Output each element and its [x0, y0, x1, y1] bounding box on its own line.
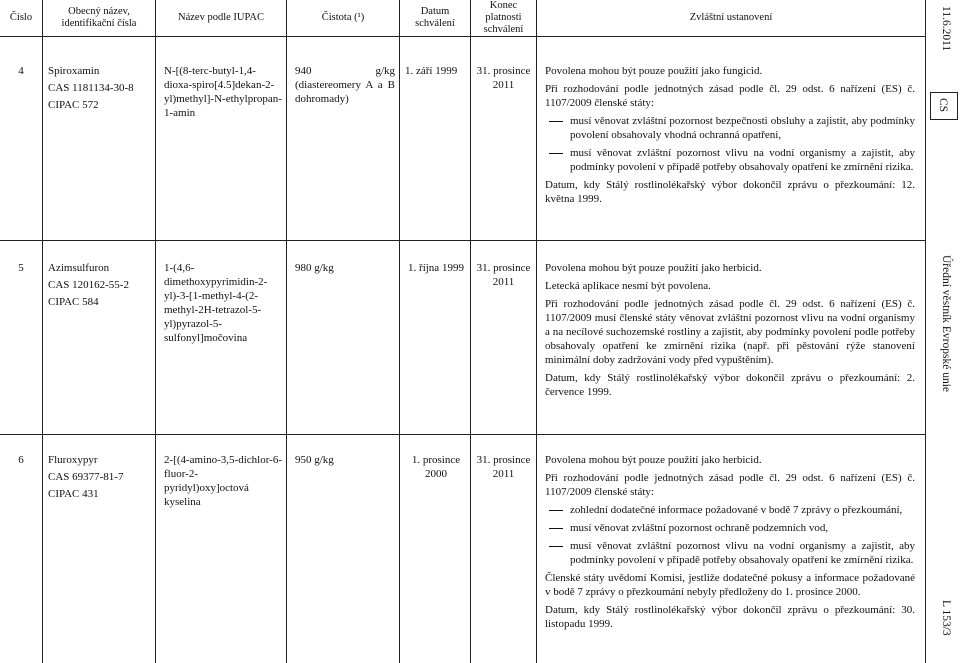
provision-paragraph: Členské státy uvědomí Komisi, jestliže dodatečné pokusy a informace požadované v bodě 7 zprávy o přezkoumání nebyly předloženy do 1. prosince 2000.	[545, 572, 915, 598]
provision-bullet: musí věnovat zvláštní pozornost vlivu na vodní organismy a zajistit, aby podmínky povolení v případě potřeby obsahovaly opatření ke zmírnění rizika.	[545, 146, 915, 174]
provision-bullet: zohlední dodatečné informace požadované v bodě 7 zprávy o přezkoumání,	[545, 503, 915, 517]
provisions-cell	[545, 261, 915, 403]
table-header	[0, 0, 925, 37]
provision-paragraph: Datum, kdy Stálý rostlinolékařský výbor dokončil zprávu o přezkoumání: 2. července 1999.	[545, 372, 915, 398]
row-separator	[0, 240, 925, 241]
purity-value: 950 g/kg	[295, 454, 334, 466]
column-divider	[286, 0, 287, 663]
page-reference: L 153/3	[940, 600, 952, 636]
common-name-cell	[48, 453, 152, 501]
header-iupac: Název podle IUPAC	[178, 12, 264, 23]
provision-paragraph: Datum, kdy Stálý rostlinolékařský výbor dokončil zprávu o přezkoumání: 30. listopadu 1999.	[545, 604, 915, 630]
dash-icon	[549, 510, 563, 511]
header-number: Číslo	[9, 12, 33, 23]
header-purity: Čistota (¹)	[321, 12, 365, 23]
provision-bullet: musí věnovat zvláštní pozornost ochraně podzemních vod,	[545, 521, 915, 535]
cipac-number: CIPAC 584	[48, 296, 99, 308]
substance-name: Spiroxamin	[48, 65, 100, 77]
dash-icon	[549, 121, 563, 122]
language-badge	[930, 92, 958, 120]
approval-date: 1. prosince 2000	[411, 454, 461, 480]
row-number: 6	[18, 454, 24, 466]
header-expiry: Konec platnosti schválení	[483, 0, 524, 35]
header-approval-date: Datum schválení	[415, 6, 455, 29]
provisions-cell	[545, 453, 915, 635]
provision-paragraph: Při rozhodování podle jednotných zásad podle čl. 29 odst. 6 nařízení (ES) č. 1107/2009 členské státy:	[545, 83, 915, 109]
journal-sidebar	[925, 0, 960, 663]
provision-paragraph: Letecká aplikace nesmí být povolena.	[545, 280, 711, 292]
expiry-date: 31. prosince 2011	[476, 454, 531, 480]
common-name-cell	[48, 64, 152, 112]
provision-paragraph: Povolena mohou být pouze použití jako fungicid.	[545, 65, 763, 77]
dash-icon	[549, 546, 563, 547]
dash-icon	[549, 528, 563, 529]
iupac-name: 1-(4,6-dimethoxypyrimidin-2-yl)-3-[1-methyl-4-(2-methyl-2H-tetrazol-5-yl)pyrazol-5-sulfonyl]močovina	[164, 262, 268, 344]
column-divider	[155, 0, 156, 663]
provision-paragraph: Při rozhodování podle jednotných zásad podle čl. 29 odst. 6 nařízení (ES) č. 1107/2009 členské státy:	[545, 472, 915, 498]
language-code: CS	[937, 98, 949, 113]
column-divider	[536, 0, 537, 663]
provision-paragraph: Datum, kdy Stálý rostlinolékařský výbor dokončil zprávu o přezkoumání: 12. května 1999.	[545, 179, 915, 205]
column-divider	[470, 0, 471, 663]
header-provisions: Zvláštní ustanovení	[689, 12, 773, 23]
cipac-number: CIPAC 431	[48, 488, 99, 500]
purity-value: 980 g/kg	[295, 262, 334, 274]
approval-date: 1. října 1999	[408, 262, 464, 274]
cas-number: CAS 1181134-30-8	[48, 82, 134, 94]
provision-paragraph: Při rozhodování podle jednotných zásad podle čl. 29 odst. 6 nařízení (ES) č. 1107/2009 musí členské státy věnovat zvláštní pozornost vlivu na vodní organismy a na necílové suchozemské rostliny a zajistit, aby podmínky povolení podle potřeby obsahovaly opatření ke zmírnění rizika (např. při pěstování rýže stanovení minimální doby zadržování vody před vypuštěním).	[545, 298, 915, 366]
substance-name: Fluroxypyr	[48, 454, 98, 466]
provision-paragraph: Povolena mohou být pouze použití jako herbicid.	[545, 454, 762, 466]
expiry-date: 31. prosince 2011	[476, 65, 531, 91]
row-separator	[0, 434, 925, 435]
column-divider	[399, 0, 400, 663]
purity-value: 940 g/kg (diastereomery A a B dohromady)	[295, 65, 395, 105]
provision-bullet: musí věnovat zvláštní pozornost vlivu na vodní organismy a zajistit, aby podmínky povolení v případě potřeby obsahovaly opatření ke zmírnění rizika.	[545, 539, 915, 567]
cipac-number: CIPAC 572	[48, 99, 99, 111]
row-number: 5	[18, 262, 24, 274]
iupac-name: N-[(8-terc-butyl-1,4-dioxa-spiro[4.5]dekan-2-yl)methyl]-N-ethylpropan-1-amin	[164, 65, 282, 119]
cas-number: CAS 120162-55-2	[48, 279, 129, 291]
provision-bullet: musí věnovat zvláštní pozornost bezpečnosti obsluhy a zajistit, aby podmínky povolení obsahovaly vhodná ochranná opatření,	[545, 114, 915, 142]
cas-number: CAS 69377-81-7	[48, 471, 124, 483]
approval-date: 1. září 1999	[405, 65, 458, 77]
journal-title: Úřední věstník Evropské unie	[940, 255, 952, 393]
iupac-name: 2-[(4-amino-3,5-dichlor-6-fluor-2-pyridyl)oxy]octová kyselina	[164, 454, 282, 508]
provision-paragraph: Povolena mohou být pouze použití jako herbicid.	[545, 262, 762, 274]
common-name-cell	[48, 261, 152, 309]
substance-name: Azimsulfuron	[48, 262, 110, 274]
provisions-cell	[545, 64, 915, 210]
header-common-name: Obecný název, identifikační čísla	[61, 6, 137, 29]
row-number: 4	[18, 65, 24, 77]
dash-icon	[549, 153, 563, 154]
column-divider	[42, 0, 43, 663]
expiry-date: 31. prosince 2011	[476, 262, 531, 288]
publication-date: 11.6.2011	[940, 6, 952, 52]
